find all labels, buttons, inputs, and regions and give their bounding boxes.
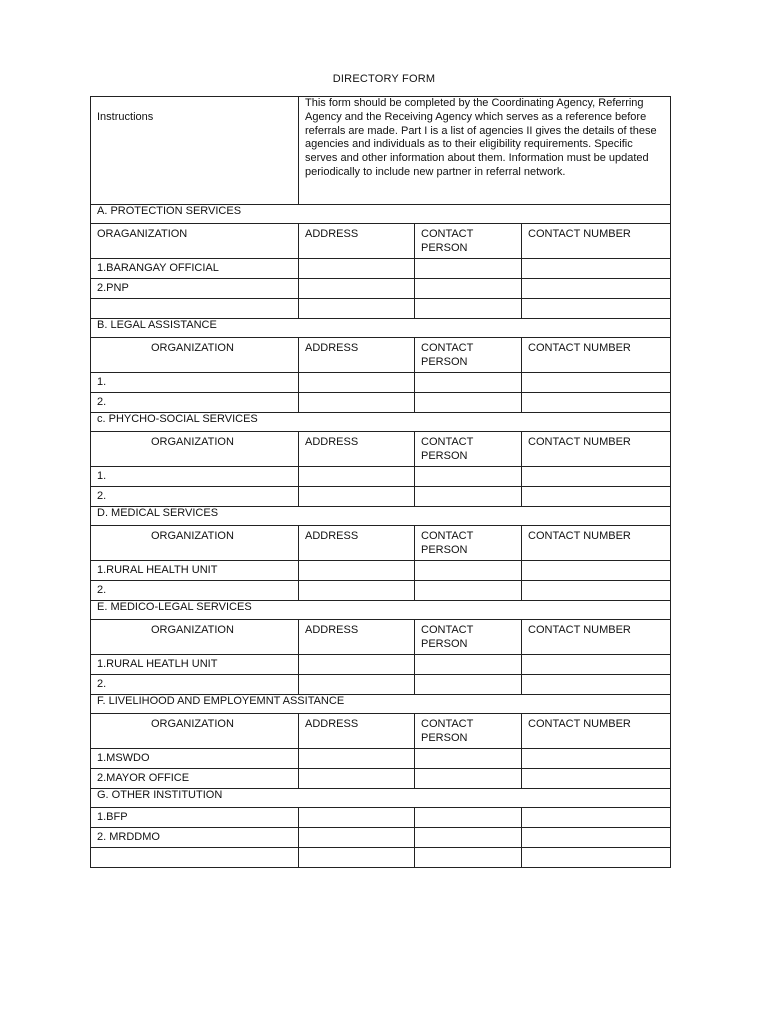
- address-cell[interactable]: [299, 487, 415, 507]
- organization-cell: 2.: [91, 393, 299, 413]
- table-row: [91, 675, 671, 695]
- table-row: [91, 655, 671, 675]
- address-cell[interactable]: [299, 581, 415, 601]
- organization-header: ORGANIZATION: [91, 526, 299, 561]
- contact-person-cell[interactable]: [415, 299, 522, 319]
- contact-person-header: CONTACT PERSON: [415, 224, 522, 259]
- contact-person-header: CONTACT PERSON: [415, 714, 522, 749]
- contact-person-header: CONTACT PERSON: [415, 526, 522, 561]
- table-row: [91, 769, 671, 789]
- address-header: ADDRESS: [299, 432, 415, 467]
- contact-person-cell[interactable]: [415, 581, 522, 601]
- address-cell[interactable]: [299, 279, 415, 299]
- address-cell[interactable]: [299, 299, 415, 319]
- address-cell[interactable]: [299, 808, 415, 828]
- instructions-text: This form should be completed by the Coordinating Agency, Referring Agency and the Receiving Agency which serves as a reference before referrals are made. Part I is a list of agencies II gives the details of these agencies and individuals as to their eligibility requirements. Specific serves and other information about them. Information must be updated periodically to include new partner in referral network.: [299, 97, 671, 205]
- organization-cell: 2.: [91, 675, 299, 695]
- address-cell[interactable]: [299, 259, 415, 279]
- contact-person-cell[interactable]: [415, 561, 522, 581]
- table-row: [91, 393, 671, 413]
- organization-cell: 2.PNP: [91, 279, 299, 299]
- column-header-row: [91, 224, 671, 259]
- contact-person-header: CONTACT PERSON: [415, 620, 522, 655]
- organization-cell: 1.: [91, 373, 299, 393]
- organization-header: ORGANIZATION: [91, 432, 299, 467]
- contact-person-cell[interactable]: [415, 487, 522, 507]
- organization-header: ORGANIZATION: [91, 338, 299, 373]
- organization-cell: 1.RURAL HEALTH UNIT: [91, 561, 299, 581]
- contact-number-cell[interactable]: [522, 769, 671, 789]
- address-cell[interactable]: [299, 655, 415, 675]
- organization-cell: 1.RURAL HEATLH UNIT: [91, 655, 299, 675]
- address-header: ADDRESS: [299, 338, 415, 373]
- table-row: [91, 299, 671, 319]
- table-row: [91, 487, 671, 507]
- contact-number-cell[interactable]: [522, 561, 671, 581]
- address-cell[interactable]: [299, 561, 415, 581]
- organization-header: ORGANIZATION: [91, 620, 299, 655]
- page-title: DIRECTORY FORM: [332, 73, 436, 85]
- address-header: ADDRESS: [299, 714, 415, 749]
- address-cell[interactable]: [299, 467, 415, 487]
- contact-person-cell[interactable]: [415, 749, 522, 769]
- contact-number-header: CONTACT NUMBER: [522, 714, 671, 749]
- address-cell[interactable]: [299, 828, 415, 848]
- contact-number-cell[interactable]: [522, 749, 671, 769]
- organization-header: ORAGANIZATION: [91, 224, 299, 259]
- table-row: [91, 749, 671, 769]
- contact-person-header: CONTACT PERSON: [415, 338, 522, 373]
- instructions-row: [91, 97, 671, 205]
- organization-cell: 2. MRDDMO: [91, 828, 299, 848]
- contact-person-cell[interactable]: [415, 808, 522, 828]
- address-header: ADDRESS: [299, 620, 415, 655]
- contact-number-cell[interactable]: [522, 655, 671, 675]
- section-title: A. PROTECTION SERVICES: [91, 205, 671, 224]
- column-header-row: [91, 714, 671, 749]
- table-row: [91, 828, 671, 848]
- section-title-row: [91, 789, 671, 808]
- contact-number-cell[interactable]: [522, 393, 671, 413]
- contact-person-cell[interactable]: [415, 655, 522, 675]
- contact-person-cell[interactable]: [415, 769, 522, 789]
- address-cell[interactable]: [299, 769, 415, 789]
- contact-person-cell[interactable]: [415, 393, 522, 413]
- section-title-row: [91, 319, 671, 338]
- contact-number-cell[interactable]: [522, 373, 671, 393]
- section-title: F. LIVELIHOOD AND EMPLOYEMNT ASSITANCE: [91, 695, 671, 714]
- organization-cell: [91, 848, 299, 868]
- organization-header: ORGANIZATION: [91, 714, 299, 749]
- address-cell[interactable]: [299, 675, 415, 695]
- contact-number-cell[interactable]: [522, 828, 671, 848]
- organization-cell: 2.: [91, 487, 299, 507]
- contact-person-cell[interactable]: [415, 279, 522, 299]
- table-row: [91, 373, 671, 393]
- contact-number-cell[interactable]: [522, 487, 671, 507]
- table-row: [91, 279, 671, 299]
- address-cell[interactable]: [299, 393, 415, 413]
- instructions-label: Instructions: [91, 97, 299, 205]
- organization-cell: 1.: [91, 467, 299, 487]
- table-row: [91, 848, 671, 868]
- contact-number-header: CONTACT NUMBER: [522, 526, 671, 561]
- contact-person-cell[interactable]: [415, 848, 522, 868]
- contact-person-header: CONTACT PERSON: [415, 432, 522, 467]
- contact-number-header: CONTACT NUMBER: [522, 620, 671, 655]
- contact-number-cell[interactable]: [522, 467, 671, 487]
- contact-number-cell[interactable]: [522, 259, 671, 279]
- table-row: [91, 581, 671, 601]
- directory-table: [90, 96, 671, 868]
- contact-person-cell[interactable]: [415, 373, 522, 393]
- address-cell[interactable]: [299, 848, 415, 868]
- contact-number-cell[interactable]: [522, 675, 671, 695]
- column-header-row: [91, 526, 671, 561]
- contact-number-header: CONTACT NUMBER: [522, 224, 671, 259]
- column-header-row: [91, 432, 671, 467]
- table-row: [91, 561, 671, 581]
- address-header: ADDRESS: [299, 526, 415, 561]
- contact-number-cell[interactable]: [522, 279, 671, 299]
- section-title: G. OTHER INSTITUTION: [91, 789, 671, 808]
- section-title-row: [91, 507, 671, 526]
- address-cell[interactable]: [299, 749, 415, 769]
- section-title: D. MEDICAL SERVICES: [91, 507, 671, 526]
- section-title: E. MEDICO-LEGAL SERVICES: [91, 601, 671, 620]
- organization-cell: [91, 299, 299, 319]
- section-title-row: [91, 205, 671, 224]
- contact-number-header: CONTACT NUMBER: [522, 338, 671, 373]
- organization-cell: 2.MAYOR OFFICE: [91, 769, 299, 789]
- contact-person-cell[interactable]: [415, 828, 522, 848]
- table-row: [91, 467, 671, 487]
- section-title-row: [91, 413, 671, 432]
- table-row: [91, 259, 671, 279]
- address-cell[interactable]: [299, 373, 415, 393]
- contact-number-cell[interactable]: [522, 299, 671, 319]
- address-header: ADDRESS: [299, 224, 415, 259]
- section-title-row: [91, 695, 671, 714]
- section-title: B. LEGAL ASSISTANCE: [91, 319, 671, 338]
- contact-number-cell[interactable]: [522, 581, 671, 601]
- column-header-row: [91, 338, 671, 373]
- contact-number-header: CONTACT NUMBER: [522, 432, 671, 467]
- contact-number-cell[interactable]: [522, 808, 671, 828]
- column-header-row: [91, 620, 671, 655]
- contact-person-cell[interactable]: [415, 259, 522, 279]
- section-title: c. PHYCHO-SOCIAL SERVICES: [91, 413, 671, 432]
- organization-cell: 1.BFP: [91, 808, 299, 828]
- table-row: [91, 808, 671, 828]
- organization-cell: 1.MSWDO: [91, 749, 299, 769]
- contact-number-cell[interactable]: [522, 848, 671, 868]
- organization-cell: 1.BARANGAY OFFICIAL: [91, 259, 299, 279]
- contact-person-cell[interactable]: [415, 675, 522, 695]
- contact-person-cell[interactable]: [415, 467, 522, 487]
- section-title-row: [91, 601, 671, 620]
- organization-cell: 2.: [91, 581, 299, 601]
